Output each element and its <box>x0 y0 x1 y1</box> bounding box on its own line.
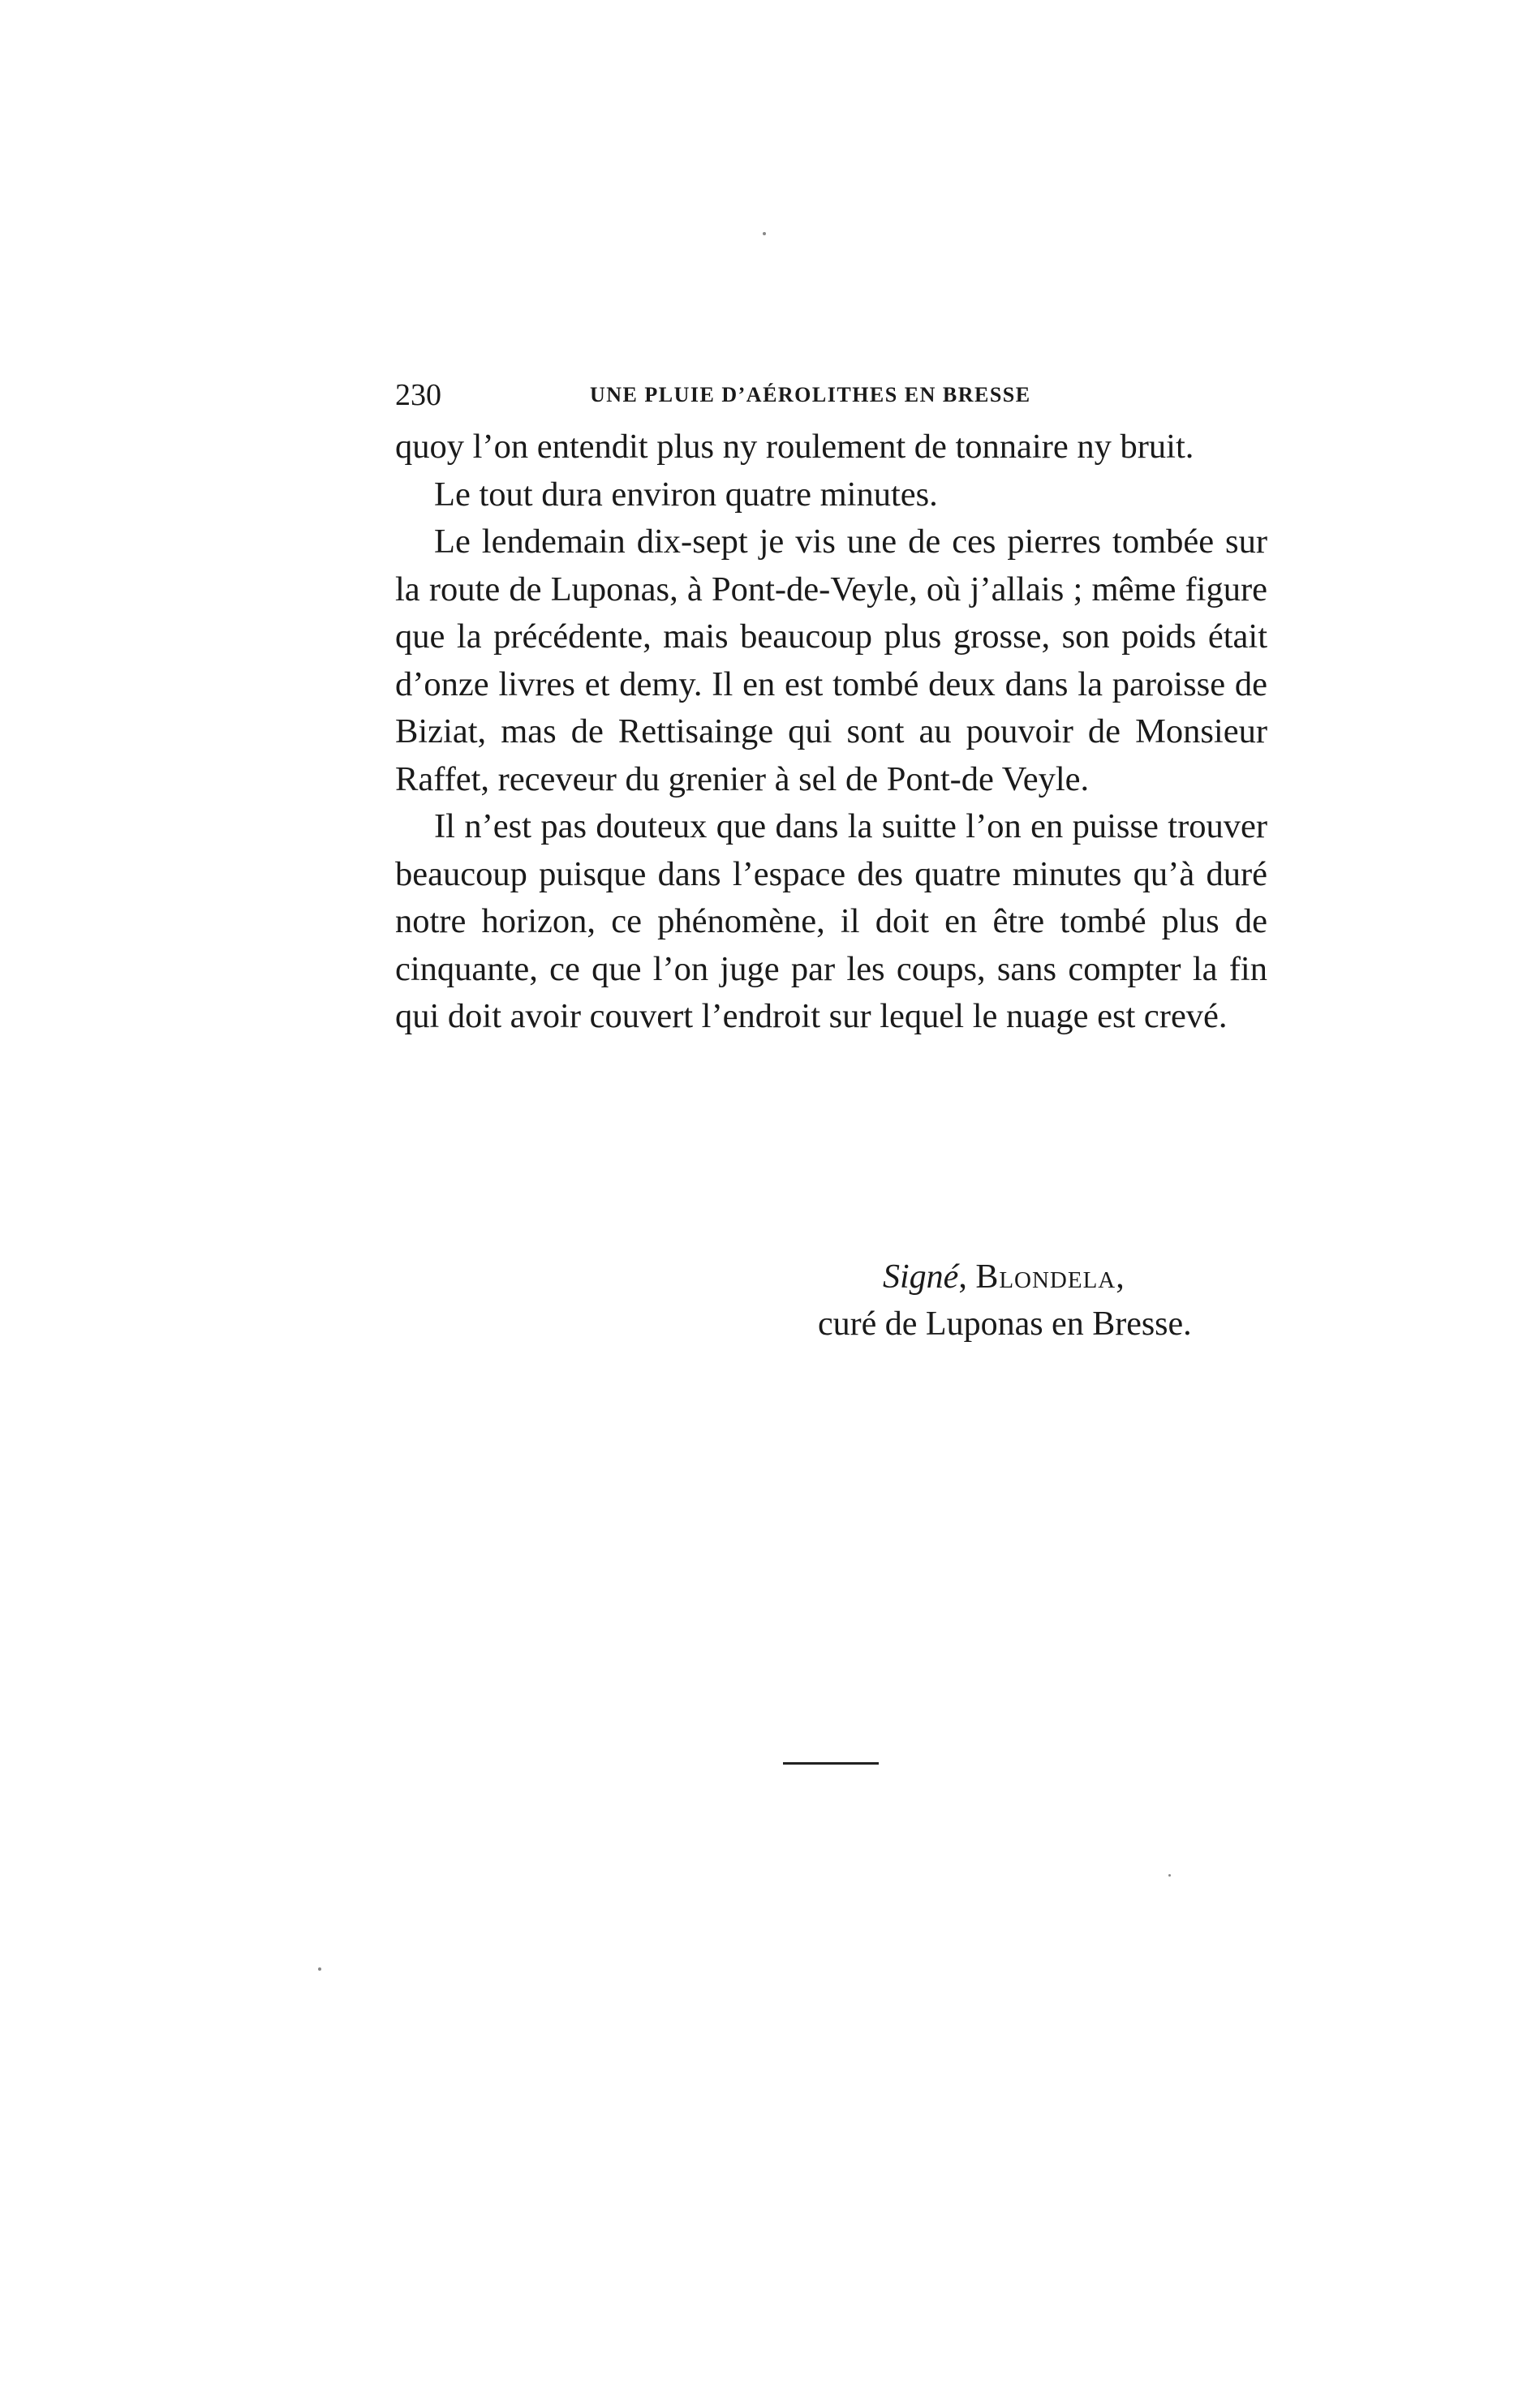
paragraph-duration: Le tout dura environ quatre minutes. <box>434 475 938 514</box>
paper-speck <box>1168 1874 1171 1877</box>
running-title: UNE PLUIE D’AÉROLITHES EN BRESSE <box>590 383 1031 406</box>
page-number: 230 <box>395 378 441 412</box>
body-text <box>395 424 1267 1041</box>
paragraph-continuation: quoy l’on entendit plus ny roulement de tonnaire ny bruit. <box>395 428 1194 466</box>
page-header <box>395 375 1081 415</box>
end-rule <box>783 1762 879 1765</box>
signature-line <box>818 1253 1272 1301</box>
signature-separator: , <box>958 1258 976 1296</box>
paragraph-conclusion: Il n’est pas douteux que dans la suitte l’on en puisse trouver beaucoup puisque dans l’espace des quatre minutes qu’à duré notre horizon, ce phénomène, il doit en être tombé plus de cinquante, ce que l’on juge par les coups, sans compter la fin qui doit avoir couvert l’endroit sur lequel le nuage est crevé. <box>395 807 1267 1035</box>
signature-block <box>818 1253 1272 1348</box>
signature-label: Signé <box>883 1258 959 1296</box>
paper-speck <box>318 1967 321 1971</box>
signature-role: curé de Luponas en Bresse. <box>818 1305 1192 1343</box>
signature-name: Blondela, <box>975 1258 1125 1296</box>
paragraph-next-day: Le lendemain dix-sept je vis une de ces pierres tombée sur la route de Luponas, à Pont-de-Veyle, où j’allais ; même figure que la précédente, mais beaucoup plus grosse, son poids était d’onze livres et demy. Il en est tombé deux dans la paroisse de Biziat, mas de Rettisainge qui sont au pouvoir de Monsieur Raffet, receveur du grenier à sel de Pont-de Veyle. <box>395 522 1267 798</box>
paper-speck <box>763 232 766 235</box>
